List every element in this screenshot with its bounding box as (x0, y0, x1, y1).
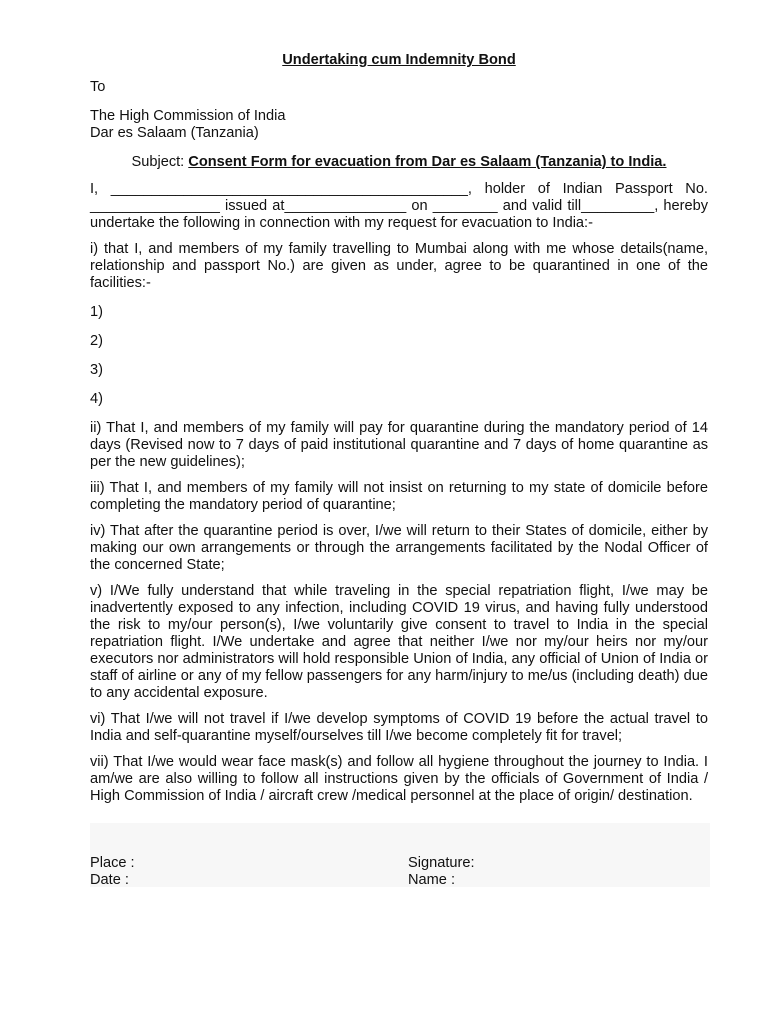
name-label: Name : (408, 872, 456, 888)
place-date-column (90, 855, 135, 889)
list-item-4: 4) (90, 391, 103, 407)
clause-iii: iii) That I, and members of my family will not insist on returning to my state of domicile before completing the mandatory period of quarantine; (90, 480, 708, 513)
addressee-line-1: The High Commission of India (90, 108, 286, 124)
declaration-paragraph: I, ____________________________________________, holder of Indian Passport No. ________________ issued at_______________ on ________ and valid till_________, hereby undertake the following in connection with my request for evacuation to India:- (90, 181, 708, 231)
subject-text: Consent Form for evacuation from Dar es Salaam (Tanzania) to India. (188, 154, 667, 170)
clause-i: i) that I, and members of my family travelling to Mumbai along with me whose details(name, relationship and passport No.) are given as under, agree to be quarantined in one of the facilities:- (90, 241, 708, 291)
clause-vii: vii) That I/we would wear face mask(s) and follow all hygiene throughout the journey to India. I am/we are also willing to follow all instructions given by the officials of Government of India / High Commission of India / aircraft crew /medical personnel at the place of origin/ destination. (90, 754, 708, 804)
list-item-2: 2) (90, 333, 103, 349)
clause-v: v) I/We fully understand that while traveling in the special repatriation flight, I/we may be inadvertently exposed to any infection, including COVID 19 virus, and having fully understood the risk to my/our person(s), I/we voluntarily give consent to travel to India in the special repatriation flight. I/We undertake and agree that neither I/we nor my/our heirs nor my/our executors nor administrators will hold responsible Union of India, any official of Union of India or staff of airline or any of my fellow passengers for any harm/injury to me/us (including death) due to any accidental exposure. (90, 583, 708, 701)
list-item-3: 3) (90, 362, 103, 378)
clause-ii: ii) That I, and members of my family will pay for quarantine during the mandatory period of 14 days (Revised now to 7 days of paid institutional quarantine and 7 days of home quarantine as per the new guidelines); (90, 420, 708, 470)
salutation-to: To (90, 79, 106, 95)
signature-name-column (408, 855, 475, 889)
list-item-1: 1) (90, 304, 103, 320)
document-title: Undertaking cum Indemnity Bond (282, 52, 516, 68)
document-body (90, 52, 708, 814)
place-label: Place : (90, 855, 135, 871)
date-label: Date : (90, 872, 129, 888)
clause-iv: iv) That after the quarantine period is over, I/we will return to their States of domicile, either by making our own arrangements or through the arrangements facilitated by the Nodal Officer of the concerned State; (90, 523, 708, 573)
clause-vi: vi) That I/we will not travel if I/we develop symptoms of COVID 19 before the actual travel to India and self-quarantine myself/ourselves till I/we become completely fit for travel; (90, 711, 708, 744)
signature-block (90, 823, 710, 887)
signature-label: Signature: (408, 855, 475, 871)
addressee-line-2: Dar es Salaam (Tanzania) (90, 125, 259, 141)
subject-line (90, 154, 708, 171)
subject-prefix: Subject: (131, 154, 189, 170)
